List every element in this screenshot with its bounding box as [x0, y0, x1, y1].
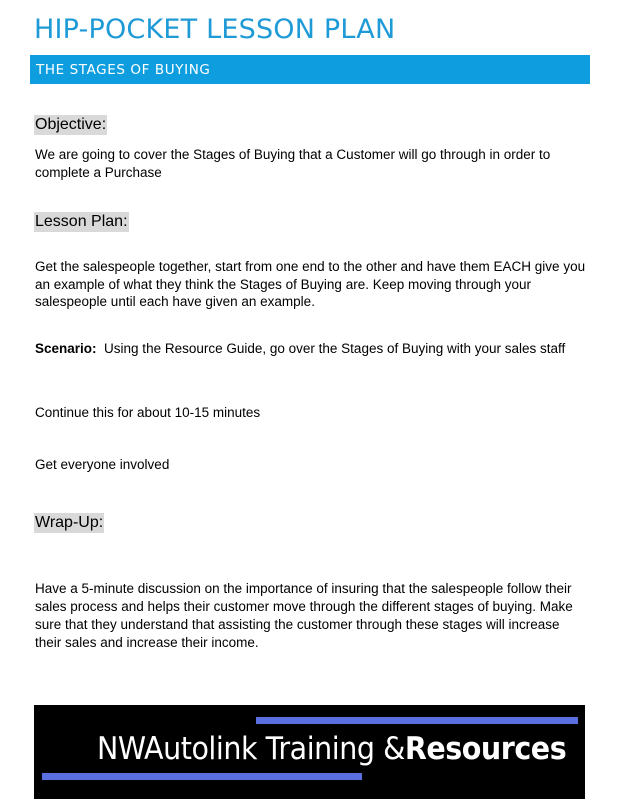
scenario-text: Using the Resource Guide, go over the Stages of Buying with your sales staff	[104, 341, 566, 356]
brand-logo-text	[97, 731, 566, 767]
banner-label: THE STAGES OF BUYING	[36, 62, 211, 78]
wrap-up-heading: Wrap-Up:	[35, 514, 104, 531]
continue-text: Continue this for about 10-15 minutes	[35, 405, 261, 420]
objective-heading: Objective:	[35, 116, 107, 133]
brand-footer	[34, 705, 585, 799]
lesson-plan-heading: Lesson Plan:	[35, 213, 128, 230]
brand-name: NWAutolink	[97, 731, 258, 767]
accent-bar-bottom	[42, 773, 362, 780]
wrap-up-text: Have a 5-minute discussion on the importance of insuring that the salespeople follow their sales process and helps their customer move through the different stages of buying. Make sure that they understand that assisting the customer through these stages will increase their sales and increase their income.	[35, 581, 573, 650]
lesson-plan-text: Get the salespeople together, start from one end to the other and have them EACH give you an example of what they think the Stages of Buying are. Keep moving through your salespeople until each have given an example.	[35, 259, 586, 309]
brand-resources: Resources	[404, 731, 567, 767]
page-title: HIP-POCKET LESSON PLAN	[34, 14, 396, 45]
section-banner	[30, 55, 590, 84]
scenario-paragraph	[35, 340, 595, 358]
objective-text: We are going to cover the Stages of Buying that a Customer will go through in order to complete a Purchase	[35, 147, 551, 180]
involved-text: Get everyone involved	[35, 457, 170, 472]
scenario-label: Scenario:	[35, 341, 97, 356]
accent-bar-top	[256, 717, 578, 724]
brand-training: Training &	[257, 731, 405, 767]
